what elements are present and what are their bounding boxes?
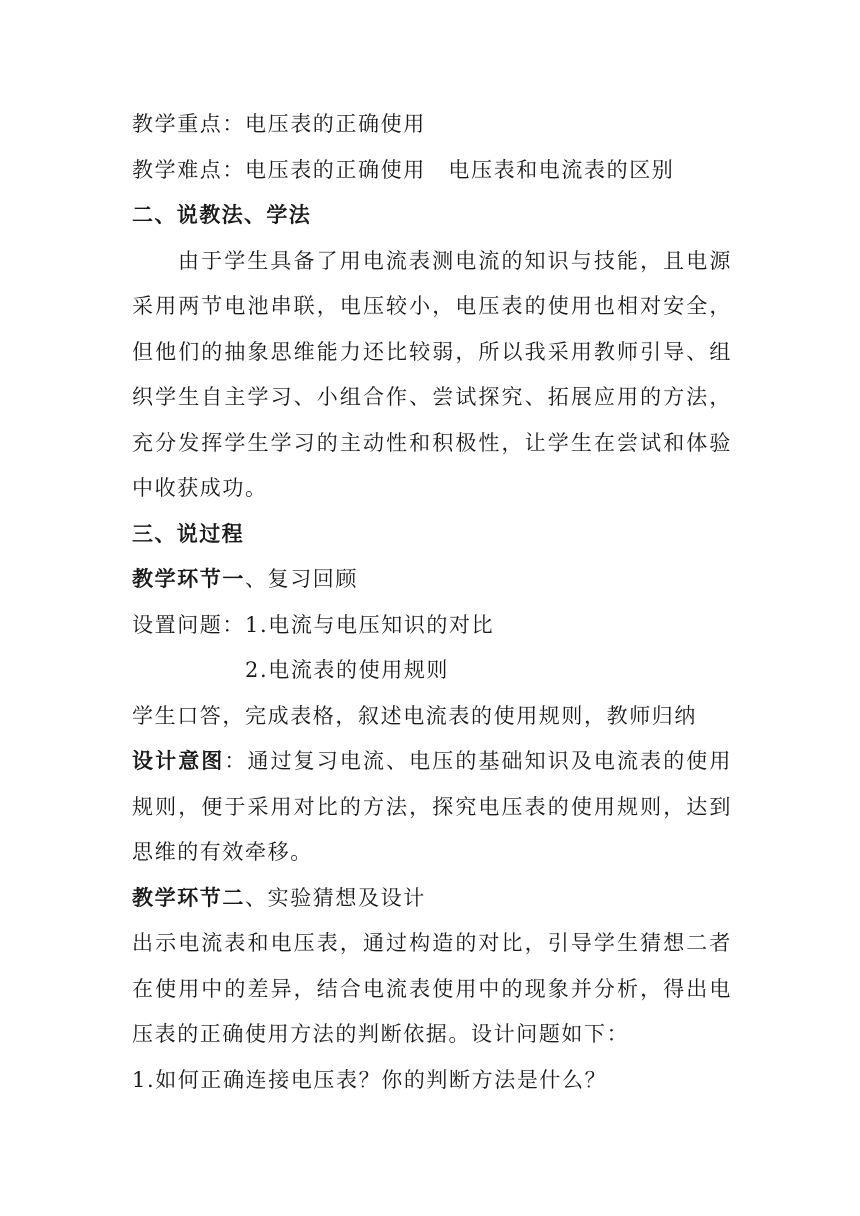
step-1-title: 、复习回顾	[245, 567, 358, 591]
teaching-focus-label: 教学重点：	[132, 112, 245, 136]
paragraph-line: 但他们的抽象思维能力还比较弱，所以我采用教师引导、组	[132, 339, 732, 364]
design-intent	[132, 739, 732, 876]
paragraph-line: 采用两节电池串联，电压较小，电压表的使用也相对安全，	[132, 294, 732, 318]
step-2-heading	[132, 876, 732, 922]
paragraph-line: 中收获成功。	[132, 476, 268, 500]
paragraph-line: 出示电流表和电压表，通过构造的对比，引导学生猜想二者	[132, 931, 732, 955]
paragraph-line: 在使用中的差异，结合电流表使用中的现象并分析，得出电	[132, 976, 732, 1001]
paragraph-line: 充分发挥学生学习的主动性和积极性，让学生在尝试和体验	[132, 430, 732, 455]
paragraph-line: 由于学生具备了用电流表测电流的知识与技能，且电源	[178, 248, 732, 273]
teaching-difficulty-text: 电压表的正确使用 电压表和电流表的区别	[245, 157, 675, 182]
section-3-heading: 三、说过程	[132, 521, 244, 546]
teaching-focus-text: 电压表的正确使用	[245, 112, 426, 136]
design-intent-text: ：通过复习电流、电压的基础知识及电流表的使用	[224, 749, 732, 773]
questions-line-1	[132, 603, 732, 649]
step-2-label: 教学环节二	[132, 885, 245, 910]
document-page	[132, 102, 732, 1103]
section-2-paragraph	[132, 239, 732, 512]
paragraph-line: 规则，便于采用对比的方法，探究电压表的使用规则，达到	[132, 794, 732, 819]
design-intent-label: 设计意图	[132, 749, 225, 773]
step-1-label: 教学环节一	[132, 567, 245, 591]
section-2-heading: 二、说教法、学法	[132, 203, 312, 227]
teaching-focus-line	[132, 102, 732, 148]
step-2-paragraph	[132, 921, 732, 1058]
paragraph-line: 织学生自主学习、小组合作、尝试探究、拓展应用的方法，	[132, 385, 732, 409]
student-activity: 学生口答，完成表格，叙述电流表的使用规则，教师归纳	[132, 703, 697, 728]
questions-label: 设置问题：	[132, 612, 245, 637]
teaching-difficulty-label: 教学难点：	[132, 157, 245, 182]
paragraph-line: 思维的有效牵移。	[132, 840, 313, 864]
teaching-difficulty-line	[132, 148, 732, 194]
step-1-heading	[132, 557, 732, 603]
question-2: 2.电流表的使用规则	[245, 658, 450, 682]
question-1: 1.电流与电压知识的对比	[245, 612, 495, 637]
step-2-question-1: 1.如何正确连接电压表？你的判断方法是什么？	[132, 1067, 608, 1092]
step-2-title: 、实验猜想及设计	[245, 885, 426, 910]
design-intent-line-1	[132, 739, 732, 785]
paragraph-line: 压表的正确使用方法的判断依据。设计问题如下：	[132, 1022, 630, 1046]
